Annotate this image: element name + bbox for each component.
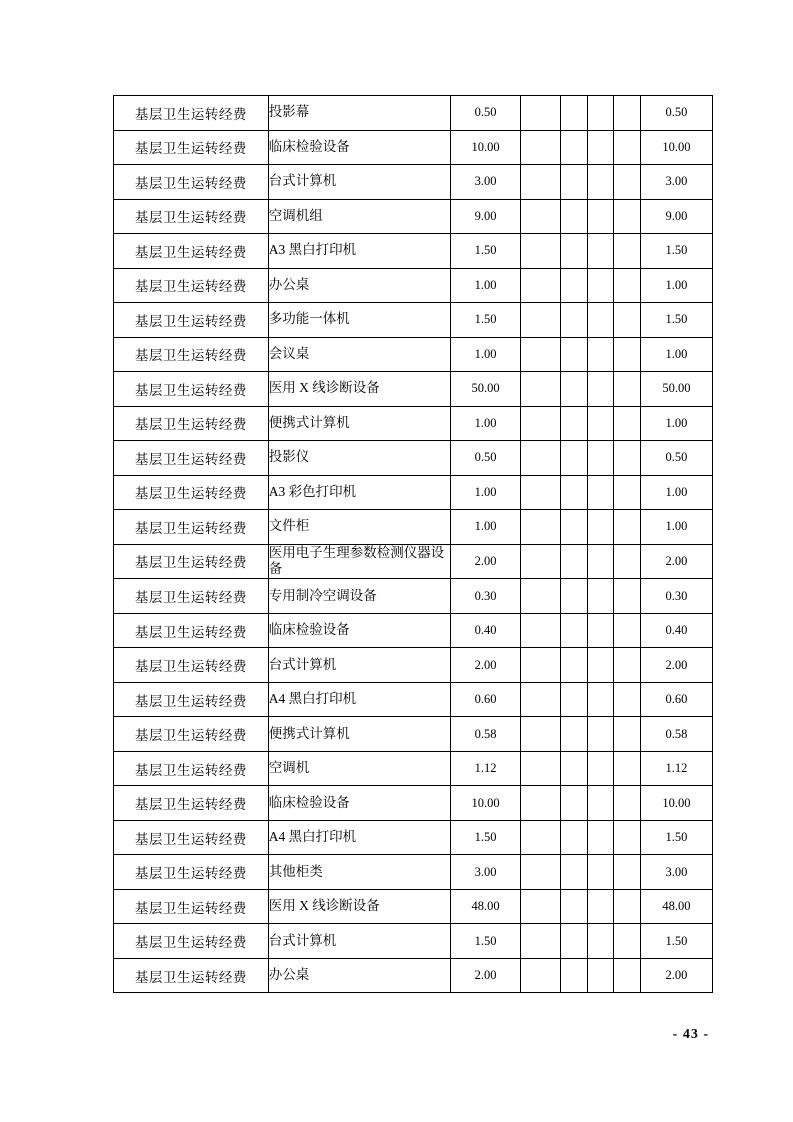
table-row [114,820,713,855]
cell-blank-3 [587,303,614,338]
cell-project: 基层卫生运转经费 [114,475,269,510]
table-row [114,786,713,821]
cell-item-name: 投影幕 [268,96,450,131]
cell-blank-3 [587,786,614,821]
cell-blank-4 [614,199,641,234]
cell-blank-1 [521,751,561,786]
cell-amount: 1.00 [451,475,521,510]
cell-blank-4 [614,130,641,165]
cell-blank-4 [614,786,641,821]
cell-total: 0.50 [640,96,712,131]
table-row [114,234,713,269]
table-row [114,613,713,648]
cell-blank-3 [587,579,614,614]
cell-blank-4 [614,613,641,648]
cell-amount: 0.58 [451,717,521,752]
cell-total: 1.50 [640,234,712,269]
cell-total: 0.40 [640,613,712,648]
cell-item-name: 临床检验设备 [268,613,450,648]
cell-item-name: A4 黑白打印机 [268,820,450,855]
cell-blank-4 [614,648,641,683]
cell-amount: 2.00 [451,958,521,993]
cell-total: 0.30 [640,579,712,614]
cell-amount: 3.00 [451,165,521,200]
cell-blank-1 [521,165,561,200]
cell-blank-3 [587,234,614,269]
cell-blank-1 [521,682,561,717]
cell-blank-4 [614,303,641,338]
cell-amount: 1.00 [451,510,521,545]
cell-item-name: 便携式计算机 [268,406,450,441]
cell-blank-2 [561,648,588,683]
cell-item-name: A3 彩色打印机 [268,475,450,510]
cell-amount: 9.00 [451,199,521,234]
cell-total: 2.00 [640,648,712,683]
cell-blank-4 [614,751,641,786]
table-row [114,544,713,579]
cell-amount: 10.00 [451,130,521,165]
cell-total: 2.00 [640,958,712,993]
cell-blank-2 [561,889,588,924]
cell-blank-3 [587,820,614,855]
cell-blank-1 [521,855,561,890]
table-row [114,510,713,545]
cell-total: 0.50 [640,441,712,476]
table-row [114,165,713,200]
table-row [114,579,713,614]
cell-total: 48.00 [640,889,712,924]
cell-project: 基层卫生运转经费 [114,337,269,372]
page-number: - 43 - [672,1027,709,1042]
cell-item-name: 便携式计算机 [268,717,450,752]
cell-project: 基层卫生运转经费 [114,96,269,131]
cell-blank-1 [521,544,561,579]
cell-item-name: 空调机 [268,751,450,786]
cell-item-name: 空调机组 [268,199,450,234]
cell-blank-3 [587,475,614,510]
cell-amount: 1.00 [451,406,521,441]
cell-blank-1 [521,441,561,476]
table-row [114,337,713,372]
cell-total: 0.58 [640,717,712,752]
cell-blank-1 [521,648,561,683]
cell-blank-2 [561,820,588,855]
cell-amount: 1.50 [451,924,521,959]
cell-project: 基层卫生运转经费 [114,958,269,993]
cell-item-name: 投影仪 [268,441,450,476]
cell-amount: 50.00 [451,372,521,407]
cell-amount: 3.00 [451,855,521,890]
cell-project: 基层卫生运转经费 [114,303,269,338]
table-row [114,648,713,683]
cell-blank-4 [614,268,641,303]
cell-project: 基层卫生运转经费 [114,820,269,855]
cell-project: 基层卫生运转经费 [114,130,269,165]
cell-project: 基层卫生运转经费 [114,751,269,786]
cell-amount: 0.40 [451,613,521,648]
cell-blank-1 [521,717,561,752]
table-row [114,855,713,890]
cell-blank-3 [587,889,614,924]
cell-blank-4 [614,717,641,752]
table-row [114,199,713,234]
cell-blank-2 [561,682,588,717]
cell-blank-4 [614,475,641,510]
cell-blank-1 [521,130,561,165]
cell-blank-4 [614,337,641,372]
cell-project: 基层卫生运转经费 [114,441,269,476]
cell-total: 9.00 [640,199,712,234]
cell-total: 1.00 [640,510,712,545]
table-row [114,682,713,717]
cell-blank-4 [614,889,641,924]
cell-blank-1 [521,199,561,234]
cell-item-name: A3 黑白打印机 [268,234,450,269]
cell-blank-1 [521,372,561,407]
cell-blank-1 [521,820,561,855]
cell-blank-4 [614,544,641,579]
cell-amount: 1.50 [451,820,521,855]
cell-blank-2 [561,96,588,131]
cell-blank-2 [561,855,588,890]
cell-blank-3 [587,855,614,890]
cell-blank-4 [614,855,641,890]
cell-blank-1 [521,303,561,338]
cell-blank-2 [561,510,588,545]
cell-blank-3 [587,751,614,786]
cell-blank-3 [587,165,614,200]
cell-blank-2 [561,268,588,303]
cell-blank-2 [561,130,588,165]
cell-item-name: 会议桌 [268,337,450,372]
cell-item-name: 临床检验设备 [268,130,450,165]
cell-total: 50.00 [640,372,712,407]
cell-amount: 2.00 [451,648,521,683]
cell-blank-1 [521,337,561,372]
table-row [114,924,713,959]
cell-amount: 1.00 [451,337,521,372]
cell-blank-3 [587,441,614,476]
cell-amount: 1.50 [451,234,521,269]
cell-blank-3 [587,130,614,165]
cell-blank-4 [614,372,641,407]
table-row [114,372,713,407]
cell-total: 1.00 [640,475,712,510]
table-row [114,889,713,924]
cell-blank-1 [521,613,561,648]
cell-item-name: A4 黑白打印机 [268,682,450,717]
cell-blank-3 [587,96,614,131]
cell-amount: 0.50 [451,96,521,131]
cell-blank-3 [587,682,614,717]
cell-blank-1 [521,579,561,614]
cell-project: 基层卫生运转经费 [114,682,269,717]
cell-project: 基层卫生运转经费 [114,165,269,200]
cell-total: 2.00 [640,544,712,579]
cell-blank-4 [614,958,641,993]
cell-item-name: 医用 X 线诊断设备 [268,889,450,924]
cell-total: 3.00 [640,165,712,200]
table-row [114,475,713,510]
cell-blank-2 [561,544,588,579]
cell-blank-4 [614,441,641,476]
cell-amount: 1.12 [451,751,521,786]
cell-amount: 48.00 [451,889,521,924]
cell-total: 0.60 [640,682,712,717]
cell-amount: 0.30 [451,579,521,614]
cell-blank-2 [561,337,588,372]
cell-blank-4 [614,510,641,545]
cell-total: 1.00 [640,268,712,303]
cell-blank-3 [587,199,614,234]
cell-blank-4 [614,579,641,614]
cell-blank-3 [587,958,614,993]
cell-item-name: 医用电子生理参数检测仪器设备 [268,544,450,579]
cell-item-name: 台式计算机 [268,165,450,200]
cell-item-name: 台式计算机 [268,648,450,683]
cell-item-name: 办公桌 [268,268,450,303]
cell-amount: 10.00 [451,786,521,821]
cell-blank-4 [614,234,641,269]
cell-total: 1.12 [640,751,712,786]
cell-blank-4 [614,924,641,959]
cell-total: 1.00 [640,337,712,372]
cell-project: 基层卫生运转经费 [114,855,269,890]
table-row [114,130,713,165]
cell-blank-2 [561,303,588,338]
cell-blank-4 [614,682,641,717]
cell-blank-1 [521,406,561,441]
cell-blank-1 [521,958,561,993]
cell-blank-2 [561,234,588,269]
cell-item-name: 台式计算机 [268,924,450,959]
cell-project: 基层卫生运转经费 [114,510,269,545]
cell-total: 1.50 [640,303,712,338]
cell-blank-2 [561,475,588,510]
cell-amount: 1.50 [451,303,521,338]
cell-project: 基层卫生运转经费 [114,234,269,269]
cell-project: 基层卫生运转经费 [114,268,269,303]
cell-total: 10.00 [640,130,712,165]
cell-blank-2 [561,372,588,407]
cell-item-name: 临床检验设备 [268,786,450,821]
cell-total: 10.00 [640,786,712,821]
table-row [114,303,713,338]
cell-blank-1 [521,96,561,131]
cell-item-name: 多功能一体机 [268,303,450,338]
cell-amount: 0.60 [451,682,521,717]
cell-total: 1.50 [640,820,712,855]
cell-blank-3 [587,924,614,959]
cell-blank-4 [614,820,641,855]
cell-item-name: 专用制冷空调设备 [268,579,450,614]
cell-blank-3 [587,648,614,683]
table-row [114,406,713,441]
cell-blank-4 [614,165,641,200]
cell-blank-3 [587,613,614,648]
cell-blank-1 [521,234,561,269]
cell-amount: 1.00 [451,268,521,303]
cell-blank-3 [587,372,614,407]
cell-total: 3.00 [640,855,712,890]
cell-blank-3 [587,544,614,579]
cell-project: 基层卫生运转经费 [114,717,269,752]
cell-blank-2 [561,406,588,441]
cell-blank-2 [561,958,588,993]
budget-table-container [113,95,713,993]
cell-project: 基层卫生运转经费 [114,648,269,683]
cell-blank-1 [521,924,561,959]
table-row [114,717,713,752]
cell-project: 基层卫生运转经费 [114,613,269,648]
cell-project: 基层卫生运转经费 [114,924,269,959]
cell-project: 基层卫生运转经费 [114,199,269,234]
cell-project: 基层卫生运转经费 [114,889,269,924]
cell-blank-2 [561,613,588,648]
cell-blank-2 [561,751,588,786]
cell-blank-3 [587,717,614,752]
table-row [114,958,713,993]
cell-blank-1 [521,268,561,303]
cell-project: 基层卫生运转经费 [114,579,269,614]
cell-blank-4 [614,96,641,131]
cell-blank-2 [561,199,588,234]
cell-total: 1.00 [640,406,712,441]
cell-project: 基层卫生运转经费 [114,406,269,441]
cell-blank-1 [521,889,561,924]
cell-blank-2 [561,579,588,614]
cell-item-name: 其他柜类 [268,855,450,890]
cell-blank-2 [561,441,588,476]
cell-blank-1 [521,475,561,510]
cell-blank-4 [614,406,641,441]
cell-project: 基层卫生运转经费 [114,786,269,821]
cell-blank-2 [561,165,588,200]
cell-blank-2 [561,924,588,959]
table-row [114,441,713,476]
budget-table-body [114,96,713,993]
cell-blank-1 [521,786,561,821]
cell-item-name: 文件柜 [268,510,450,545]
cell-blank-3 [587,337,614,372]
table-row [114,751,713,786]
cell-amount: 2.00 [451,544,521,579]
cell-blank-1 [521,510,561,545]
cell-amount: 0.50 [451,441,521,476]
cell-blank-3 [587,510,614,545]
cell-blank-2 [561,786,588,821]
table-row [114,268,713,303]
table-row [114,96,713,131]
budget-table [113,95,713,993]
cell-item-name: 医用 X 线诊断设备 [268,372,450,407]
cell-project: 基层卫生运转经费 [114,372,269,407]
cell-blank-3 [587,268,614,303]
cell-project: 基层卫生运转经费 [114,544,269,579]
cell-blank-3 [587,406,614,441]
cell-blank-2 [561,717,588,752]
cell-total: 1.50 [640,924,712,959]
cell-item-name: 办公桌 [268,958,450,993]
